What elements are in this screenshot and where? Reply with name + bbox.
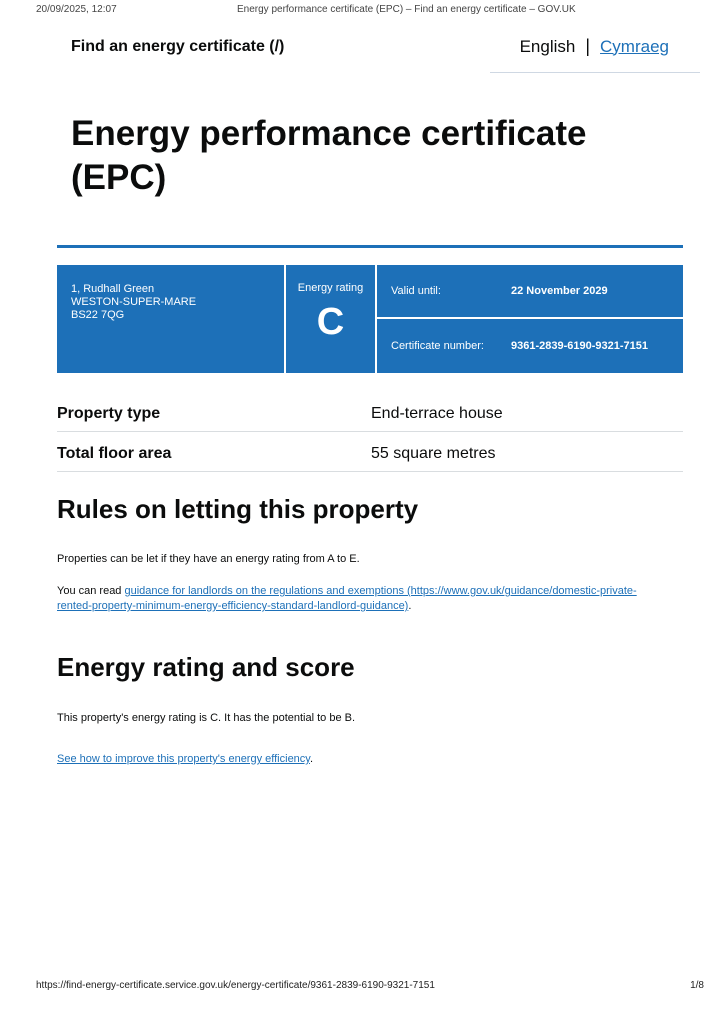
- rules-guidance-paragraph: [57, 584, 667, 614]
- improve-efficiency-link[interactable]: See how to improve this property's energy efficiency: [57, 753, 310, 765]
- improve-paragraph: [57, 752, 667, 767]
- certificate-info: [377, 265, 683, 373]
- guidance-suffix: .: [408, 600, 412, 612]
- epc-summary-box: [57, 265, 683, 373]
- print-title: Energy performance certificate (EPC) – Find an energy certificate – GOV.UK: [236, 4, 576, 15]
- address-line: BS22 7QG: [71, 309, 125, 321]
- page-title: Energy performance certificate (EPC): [71, 114, 587, 197]
- energy-rating-label: Energy rating: [297, 282, 364, 294]
- guidance-prefix: You can read: [57, 585, 125, 597]
- site-name-link[interactable]: Find an energy certificate (/): [71, 38, 285, 55]
- rating-score-heading: Energy rating and score: [57, 652, 355, 682]
- summary-divider: [57, 471, 683, 472]
- page-number: 1/8: [690, 980, 704, 991]
- certificate-number-value: 9361-2839-6190-9321-7151: [511, 340, 649, 352]
- address-line: WESTON-SUPER-MARE: [71, 296, 197, 308]
- lang-english: English: [519, 36, 576, 56]
- rating-paragraph: This property's energy rating is C. It has the potential to be B.: [57, 712, 356, 724]
- certificate-number-row: [377, 319, 683, 373]
- energy-rating-letter: C: [316, 301, 345, 343]
- property-type-value: End-terrace house: [371, 405, 503, 422]
- rules-paragraph: Properties can be let if they have an energy rating from A to E.: [57, 553, 360, 565]
- property-address: [57, 265, 286, 373]
- property-type-label: Property type: [57, 405, 161, 422]
- language-switcher: [520, 36, 669, 57]
- address-line: 1, Rudhall Green: [71, 283, 155, 295]
- improve-suffix: .: [309, 753, 314, 765]
- certificate-number-label: Certificate number:: [391, 339, 484, 352]
- lang-separator: |: [585, 36, 591, 56]
- energy-rating-cell: [286, 265, 377, 373]
- summary-divider: [57, 431, 683, 432]
- valid-until-label: Valid until:: [391, 284, 441, 297]
- lang-cymraeg-link[interactable]: Cymraeg: [600, 36, 669, 56]
- landlord-guidance-link[interactable]: guidance for landlords on the regulations and exemptions (https://www.gov.uk/guidance/domestic-private-rented-property-minimum-energy-efficiency-standard-landlord-guidance): [57, 585, 637, 612]
- print-header: [36, 4, 696, 15]
- rules-heading: Rules on letting this property: [57, 494, 419, 524]
- print-date: 20/09/2025, 12:07: [36, 4, 117, 15]
- valid-until-row: [377, 265, 683, 319]
- valid-until-value: 22 November 2029: [511, 285, 608, 297]
- floor-area-label: Total floor area: [57, 445, 172, 462]
- title-divider: [57, 245, 683, 248]
- floor-area-value: 55 square metres: [371, 445, 496, 462]
- print-footer: [36, 980, 704, 991]
- print-url: https://find-energy-certificate.service.gov.uk/energy-certificate/9361-2839-6190-9321-7151: [36, 980, 435, 991]
- header-divider: [490, 72, 700, 73]
